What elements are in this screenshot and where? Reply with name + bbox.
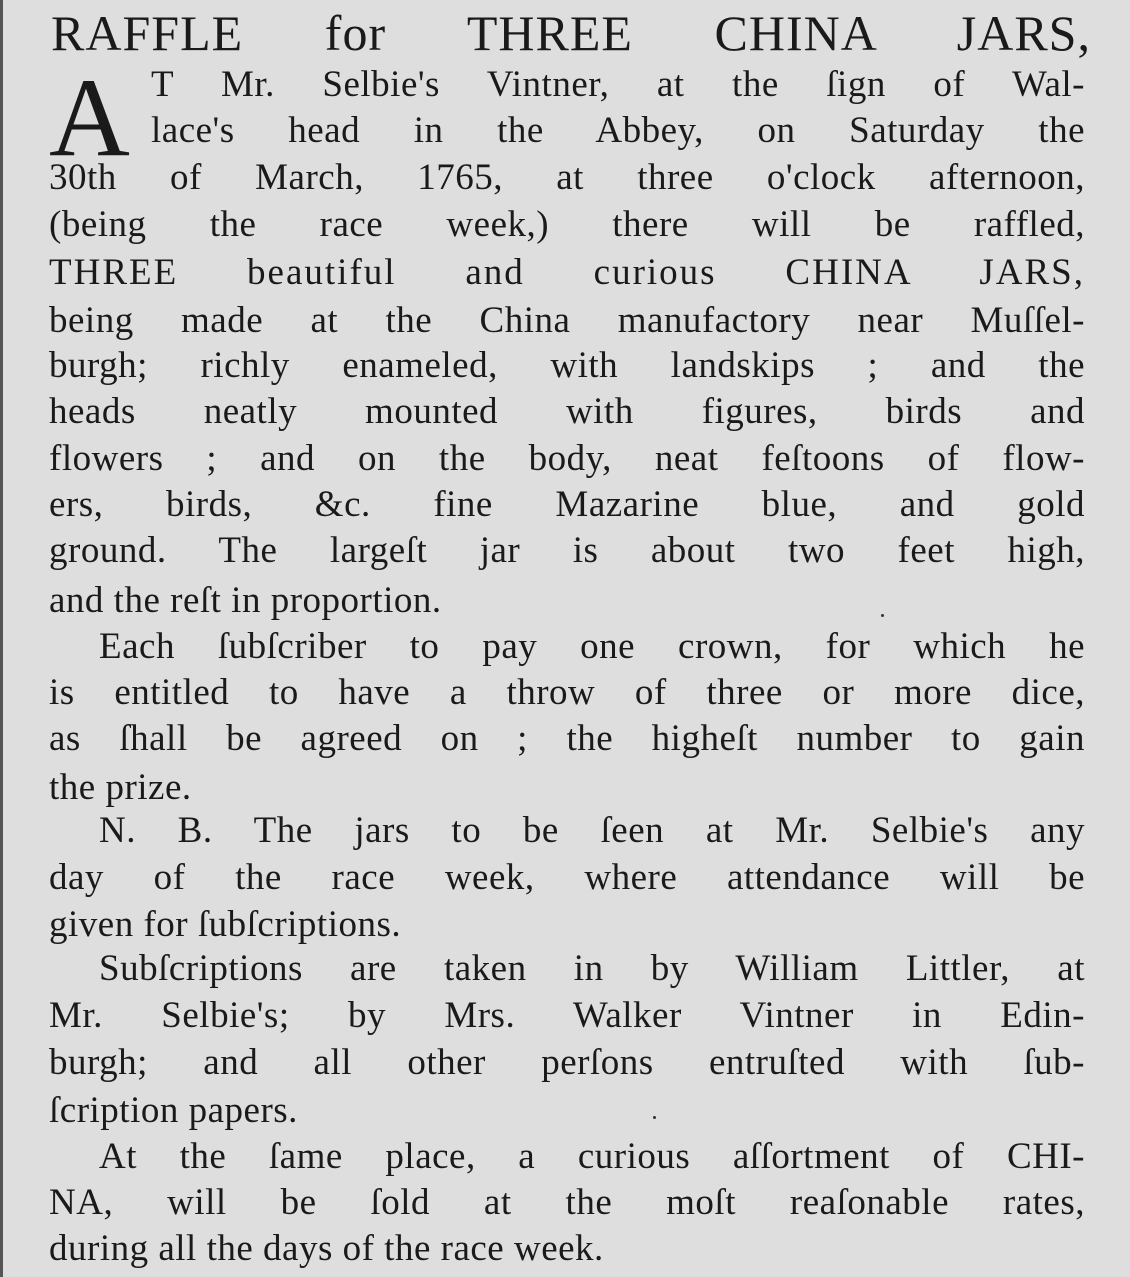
text-line: 30th of March, 1765, at three o'clock afternoon, bbox=[49, 157, 1085, 198]
headline: RAFFLE for THREE CHINA JARS, bbox=[51, 5, 1091, 61]
text-line: and the reſt in proportion. bbox=[49, 580, 442, 621]
text-line: ers, birds, &c. fine Mazarine blue, and gold bbox=[49, 484, 1085, 525]
scan-speck bbox=[881, 614, 884, 617]
text-line: THREE beautiful and curious CHINA JARS, bbox=[49, 252, 1085, 293]
text-line: day of the race week, where attendance will be bbox=[49, 857, 1085, 898]
drop-cap: A bbox=[49, 56, 130, 180]
text-line: ſcription papers. bbox=[49, 1090, 298, 1131]
text-line: lace's head in the Abbey, on Saturday the bbox=[151, 110, 1085, 151]
text-line: (being the race week,) there will be raffled, bbox=[49, 204, 1085, 245]
scan-speck bbox=[653, 1116, 656, 1119]
text-line: N. B. The jars to be ſeen at Mr. Selbie's any bbox=[99, 810, 1085, 851]
text-line: the prize. bbox=[49, 767, 192, 808]
text-line: NA, will be ſold at the moſt reaſonable rates, bbox=[49, 1182, 1085, 1223]
text-line: burgh; richly enameled, with landskips ; and the bbox=[49, 345, 1085, 386]
text-line: as ſhall be agreed on ; the higheſt number to gain bbox=[49, 718, 1085, 759]
text-line: during all the days of the race week. bbox=[49, 1228, 604, 1269]
text-line: heads neatly mounted with figures, birds and bbox=[49, 391, 1085, 432]
text-line: Each ſubſcriber to pay one crown, for which he bbox=[99, 626, 1085, 667]
text-line: given for ſubſcriptions. bbox=[49, 904, 402, 945]
text-line: flowers ; and on the body, neat feſtoons of flow- bbox=[49, 438, 1085, 479]
text-line: being made at the China manufactory near Muſſel- bbox=[49, 300, 1085, 341]
text-line: T Mr. Selbie's Vintner, at the ſign of Wal- bbox=[151, 64, 1085, 105]
text-line: burgh; and all other perſons entruſted with ſub- bbox=[49, 1042, 1085, 1083]
text-line: Mr. Selbie's; by Mrs. Walker Vintner in Edin- bbox=[49, 995, 1085, 1036]
text-line: Subſcriptions are taken in by William Littler, at bbox=[99, 948, 1085, 989]
text-line: At the ſame place, a curious aſſortment of CHI- bbox=[99, 1136, 1085, 1177]
text-line: is entitled to have a throw of three or more dice, bbox=[49, 672, 1085, 713]
text-line: ground. The largeſt jar is about two feet high, bbox=[49, 530, 1085, 571]
